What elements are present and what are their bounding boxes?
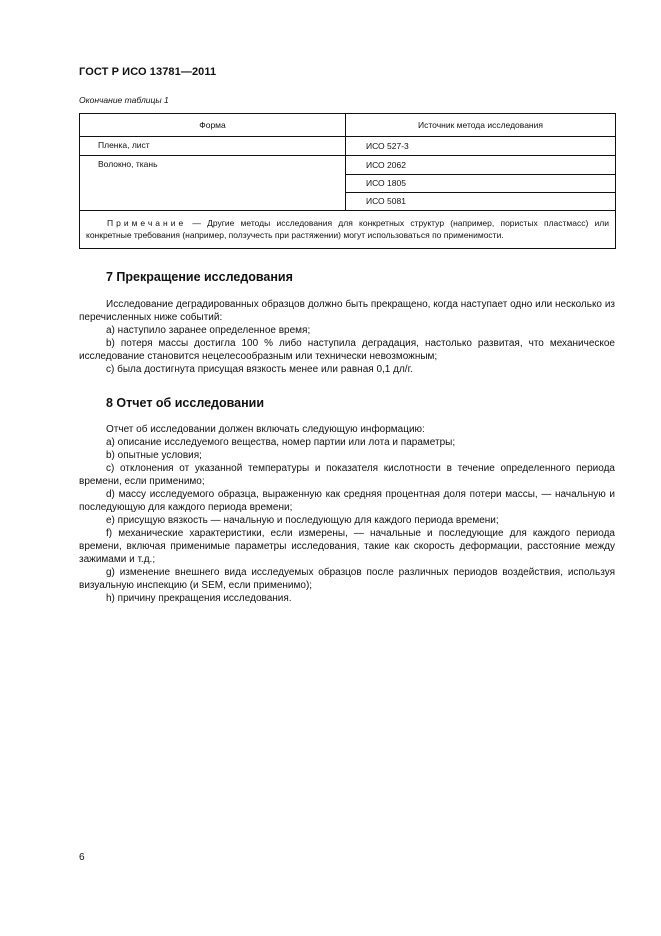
note-label: Примечание (107, 218, 187, 228)
list-item: b) опытные условия; (106, 450, 202, 461)
table-note (80, 211, 616, 249)
source-cell: ИСО 1805 (346, 174, 616, 192)
list-item: a) наступило заранее определенное время; (106, 325, 311, 336)
form-cell (80, 174, 346, 192)
source-cell: ИСО 5081 (346, 192, 616, 211)
list-item: f) механические характеристики, если измерены, — начальные и последующие для каждого периода времени, включая применимые параметры исследования, такие как скорость деформации, расстояние между зажимами и т.д.; (79, 528, 615, 565)
source-table (79, 113, 616, 249)
form-cell (80, 192, 346, 211)
section-8-title: 8 Отчет об исследовании (106, 396, 265, 410)
list-item: g) изменение внешнего вида исследуемых образцов после различных периодов воздействия, используя визуальную инспекцию (и SEM, если применимо); (79, 567, 615, 591)
table-row (80, 192, 616, 211)
table-row (80, 156, 616, 175)
col-header-source: Источник метода исследования (346, 114, 616, 137)
col-header-form: Форма (80, 114, 346, 137)
note-text: — Другие методы исследования для конкретных структур (например, пористых пластмасс) или конкретные требования (например, ползучесть при растяжении) могут использоваться по применимости. (86, 218, 609, 240)
table-header-row (80, 114, 616, 137)
list-item: h) причину прекращения исследования. (106, 593, 292, 604)
table-row (80, 174, 616, 192)
paragraph: Исследование деградированных образцов должно быть прекращено, когда наступает одно или несколько из перечисленных ниже событий: (79, 299, 615, 323)
table-note-row (80, 211, 616, 249)
table-caption: Окончание таблицы 1 (79, 95, 169, 105)
section-8-body (79, 423, 615, 605)
source-cell: ИСО 2062 (346, 156, 616, 175)
list-item: b) потеря массы достигла 100 % либо наступила деградация, настолько развитая, что механическое исследование становится нецелесообразным или технически невозможным; (79, 338, 615, 362)
list-item: a) описание исследуемого вещества, номер партии или лота и параметры; (106, 437, 456, 448)
form-cell: Пленка, лист (80, 137, 346, 156)
list-item: c) отклонения от указанной температуры и показателя кислотности в течение определенного периода времени, если применимо; (79, 463, 615, 487)
page-number: 6 (79, 852, 85, 863)
list-item: d) массу исследуемого образца, выраженную как средняя процентная доля потери массы, — начальную и последующую для каждого периода времени; (79, 489, 615, 513)
paragraph: Отчет об исследовании должен включать следующую информацию: (106, 424, 425, 435)
list-item: c) была достигнута присущая вязкость менее или равная 0,1 дл/г. (106, 364, 413, 375)
page-header: ГОСТ Р ИСО 13781—2011 (79, 66, 217, 78)
source-cell: ИСО 527-3 (346, 137, 616, 156)
section-7-title: 7 Прекращение исследования (106, 270, 293, 284)
table-row (80, 137, 616, 156)
section-7-body (79, 298, 615, 376)
form-cell: Волокно, ткань (80, 156, 346, 175)
list-item: e) присущую вязкость — начальную и последующую для каждого периода времени; (106, 515, 499, 526)
